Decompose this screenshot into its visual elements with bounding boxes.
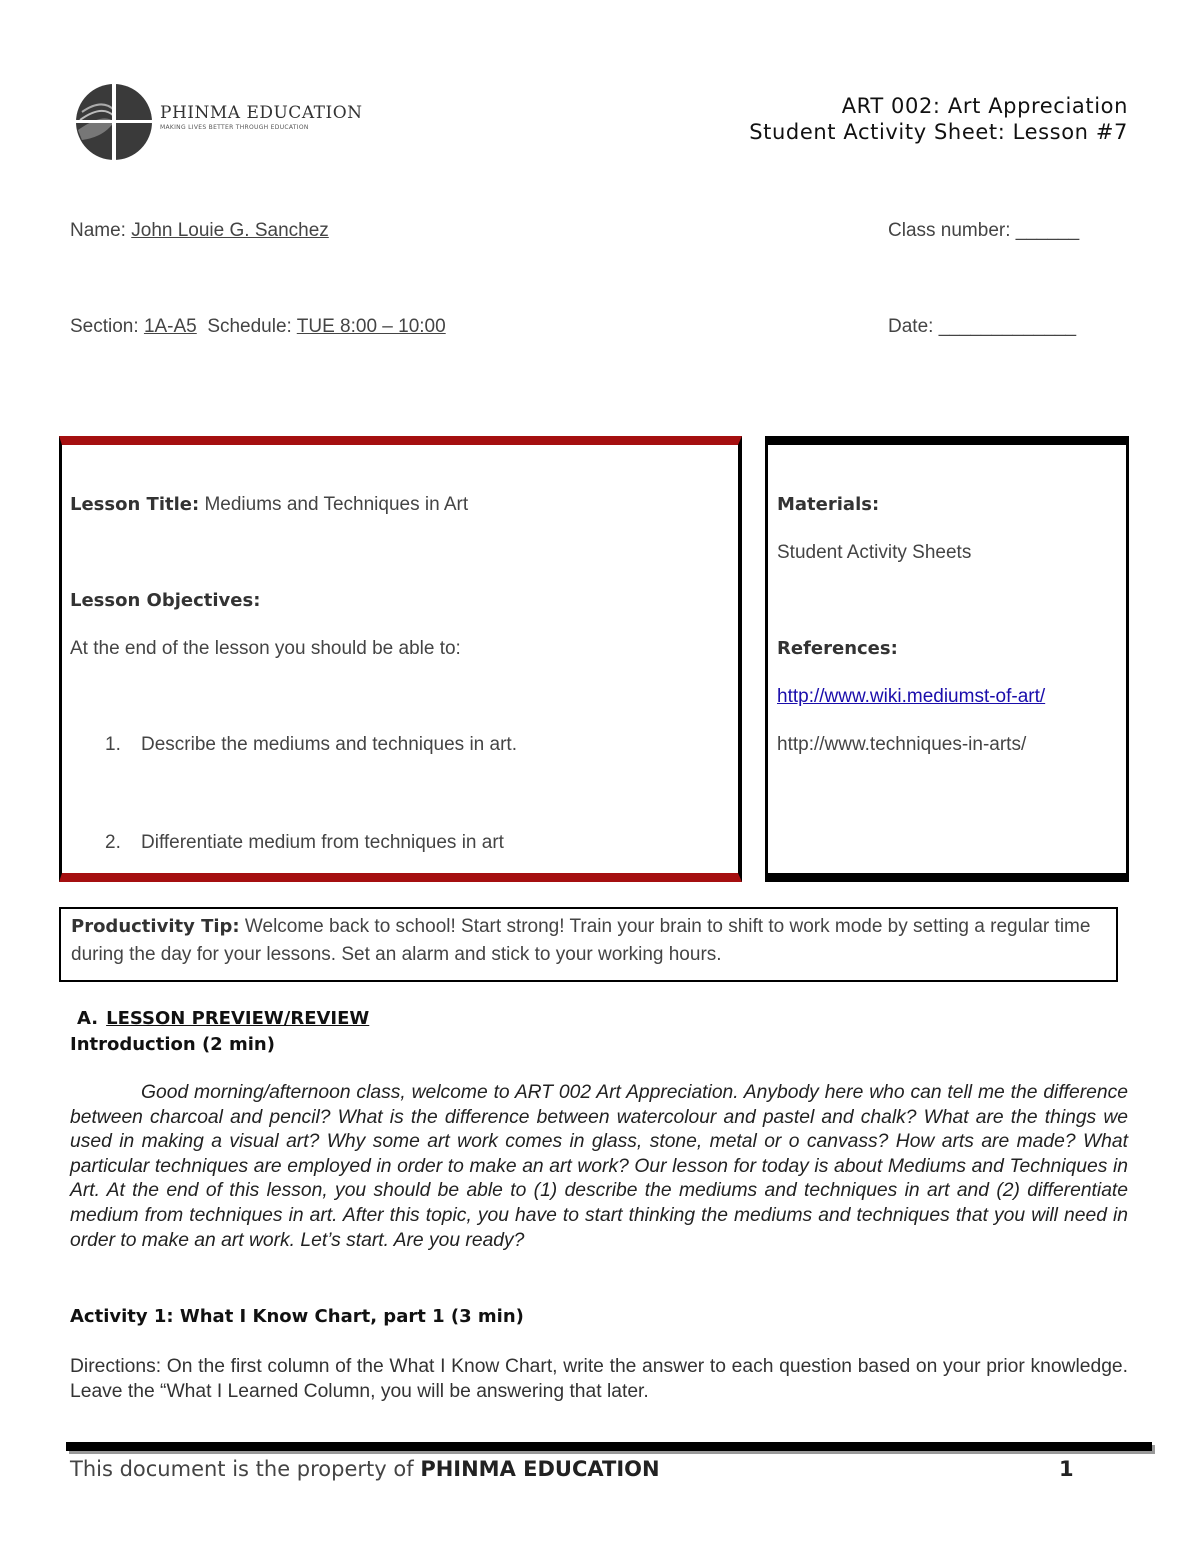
lesson-title-label: Lesson Title:	[70, 494, 200, 515]
logo-tagline: MAKING LIVES BETTER THROUGH EDUCATION	[160, 124, 309, 131]
objective-item: Differentiate medium from techniques in art	[141, 832, 504, 853]
productivity-tip-box	[59, 907, 1118, 982]
footer-prefix: This document is the property of	[70, 1457, 414, 1481]
page-number: 1	[1059, 1457, 1074, 1481]
reference-text: http://www.techniques-in-arts/	[777, 734, 1027, 755]
name-value: John Louie G. Sanchez	[131, 220, 329, 241]
name-label: Name:	[70, 220, 126, 241]
schedule-label: Schedule:	[207, 316, 292, 337]
logo-name: PHINMA EDUCATION	[160, 103, 363, 123]
activity-directions: Directions: On the first column of the What I Know Chart, write the answer to each question based on your prior knowledge. Leave the “What I Learned Column, you will be answering that later.	[70, 1356, 1128, 1402]
materials-heading	[777, 494, 879, 516]
section-value: 1A-A5	[143, 316, 197, 337]
class-number-blank: ______	[1015, 220, 1080, 241]
objectives-label: Lesson Objectives:	[70, 590, 261, 611]
objective-number: 2.	[105, 832, 121, 853]
section-title: LESSON PREVIEW/REVIEW	[106, 1008, 370, 1029]
objective-number: 1.	[105, 734, 121, 755]
class-number-label: Class number:	[888, 220, 1011, 241]
date-blank: _____________	[938, 316, 1077, 337]
name-line	[70, 220, 329, 242]
section-letter: A.	[77, 1008, 99, 1029]
references-label: References:	[777, 638, 898, 659]
course-title: ART 002: Art Appreciation	[841, 94, 1128, 118]
reference-link[interactable]: http://www.wiki.mediumst-of-art/	[777, 686, 1046, 707]
tip-label: Productivity Tip:	[71, 916, 240, 937]
footer-divider	[66, 1442, 1152, 1451]
schedule-value: TUE 8:00 – 10:00	[296, 316, 446, 337]
lesson-title-line	[70, 494, 468, 516]
tip-text: Welcome back to school! Start strong! Train your brain to shift to work mode by setting a regular time during the day for your lessons. Set an alarm and stick to your working hours.	[71, 916, 1091, 965]
references-heading	[777, 638, 898, 660]
section-line	[70, 316, 446, 338]
objective-item: Describe the mediums and techniques in art.	[141, 734, 517, 755]
footer-text	[70, 1457, 660, 1481]
objectives-heading	[70, 590, 260, 612]
section-a-heading	[77, 1008, 369, 1029]
objectives-intro: At the end of the lesson you should be able to:	[70, 638, 461, 659]
introduction-heading: Introduction (2 min)	[70, 1034, 275, 1055]
introduction-text: Good morning/afternoon class, welcome to ART 002 Art Appreciation. Anybody here who can tell me the difference between charcoal and pencil? What is the difference between watercolour and pastel and chalk? What are the things we used in making a visual art? Why some art work comes in glass, stone, metal or o canvass? How arts are made? What particular techniques are employed in order to make an art work? Our lesson for today is about Mediums and Techniques in Art. At the end of this lesson, you should be able to (1) describe the mediums and techniques in art and (2) differentiate medium from techniques in art. After this topic, you have to start thinking the mediums and techniques that you will need in order to make an art work. Let’s start. Are you ready?	[70, 1082, 1128, 1251]
lesson-title-value: Mediums and Techniques in Art	[204, 494, 469, 515]
date-line	[888, 316, 1076, 338]
section-label: Section:	[70, 316, 139, 337]
materials-label: Materials:	[777, 494, 880, 515]
sheet-title: Student Activity Sheet: Lesson #7	[749, 120, 1128, 144]
footer-org: PHINMA EDUCATION	[420, 1457, 660, 1481]
activity-1-heading: Activity 1: What I Know Chart, part 1 (3 min)	[70, 1306, 524, 1327]
introduction-body	[70, 1081, 1128, 1253]
class-number-line	[888, 220, 1079, 242]
materials-value: Student Activity Sheets	[777, 542, 972, 563]
date-label: Date:	[888, 316, 934, 337]
